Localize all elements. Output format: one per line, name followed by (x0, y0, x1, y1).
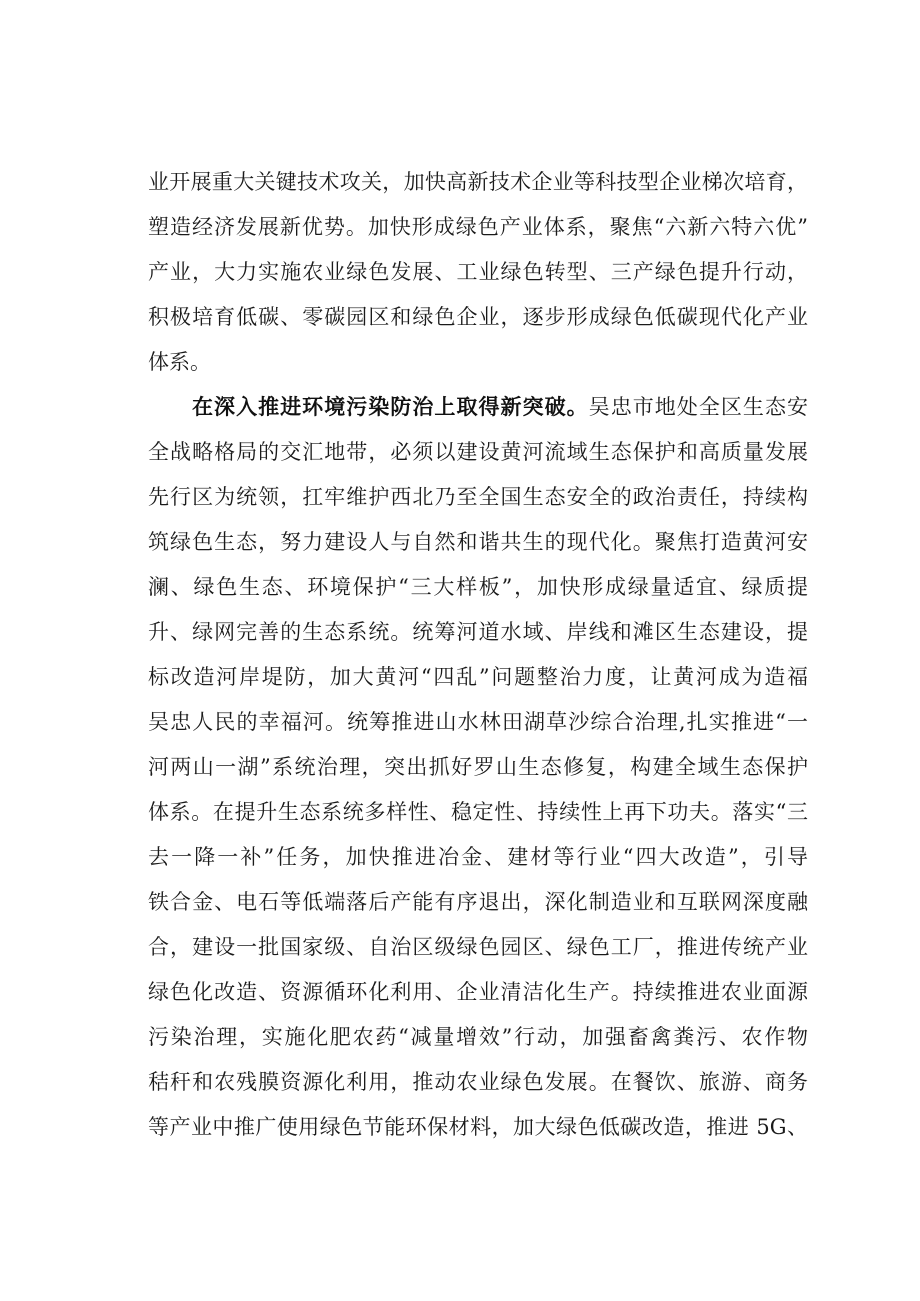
paragraph-2-line-14: 绿色化改造、资源循环化利用、企业清洁化生产。持续推进农业面源 (148, 980, 808, 1004)
paragraph-1-line-2: 塑造经济发展新优势。加快形成绿色产业体系，聚焦“六新六特六优” (148, 215, 808, 239)
paragraph-2-first-line-text: 吴忠市地处全区生态安 (588, 395, 808, 419)
paragraph-1-line-5: 体系。 (148, 350, 211, 374)
paragraph-1-line-1: 业开展重大关键技术攻关，加快高新技术企业等科技型企业梯次培育， (148, 170, 808, 194)
paragraph-2-line-3: 先行区为统领，扛牢维护西北乃至全国生态安全的政治责任，持续构 (148, 485, 808, 509)
paragraph-2-first-line (192, 389, 808, 425)
paragraph-2-line-16: 秸秆和农残膜资源化利用，推动农业绿色发展。在餐饮、旅游、商务 (148, 1070, 808, 1094)
paragraph-2-line-17: 等产业中推广使用绿色节能环保材料，加大绿色低碳改造，推进 5G、 (148, 1115, 808, 1139)
paragraph-2-line-4: 筑绿色生态，努力建设人与自然和谐共生的现代化。聚焦打造黄河安 (148, 530, 808, 554)
paragraph-2-line-11: 去一降一补”任务，加快推进冶金、建材等行业“四大改造”，引导 (148, 845, 808, 869)
paragraph-2-line-10: 体系。在提升生态系统多样性、稳定性、持续性上再下功夫。落实“三 (148, 800, 808, 824)
paragraph-2-line-13: 合，建设一批国家级、自治区级绿色园区、绿色工厂，推进传统产业 (148, 935, 808, 959)
paragraph-1-line-4: 积极培育低碳、零碳园区和绿色企业，逐步形成绿色低碳现代化产业 (148, 305, 808, 329)
paragraph-2-line-5: 澜、绿色生态、环境保护“三大样板”，加快形成绿量适宜、绿质提 (148, 575, 808, 599)
paragraph-2-line-6: 升、绿网完善的生态系统。统筹河道水域、岸线和滩区生态建设，提 (148, 620, 808, 644)
paragraph-2-line-12: 铁合金、电石等低端落后产能有序退出，深化制造业和互联网深度融 (148, 890, 808, 914)
paragraph-2-line-2: 全战略格局的交汇地带，必须以建设黄河流域生态保护和高质量发展 (148, 440, 808, 464)
paragraph-1-line-3: 产业，大力实施农业绿色发展、工业绿色转型、三产绿色提升行动， (148, 260, 808, 284)
paragraph-2-line-7: 标改造河岸堤防，加大黄河“四乱”问题整治力度，让黄河成为造福 (148, 665, 808, 689)
paragraph-2-line-8: 吴忠人民的幸福河。统筹推进山水林田湖草沙综合治理,扎实推进“一 (148, 710, 808, 734)
paragraph-2-line-15: 污染治理，实施化肥农药“减量增效”行动，加强畜禽粪污、农作物 (148, 1025, 808, 1049)
paragraph-2-heading: 在深入推进环境污染防治上取得新突破。 (192, 394, 589, 419)
paragraph-2-line-9: 河两山一湖”系统治理，突出抓好罗山生态修复，构建全域生态保护 (148, 755, 808, 779)
